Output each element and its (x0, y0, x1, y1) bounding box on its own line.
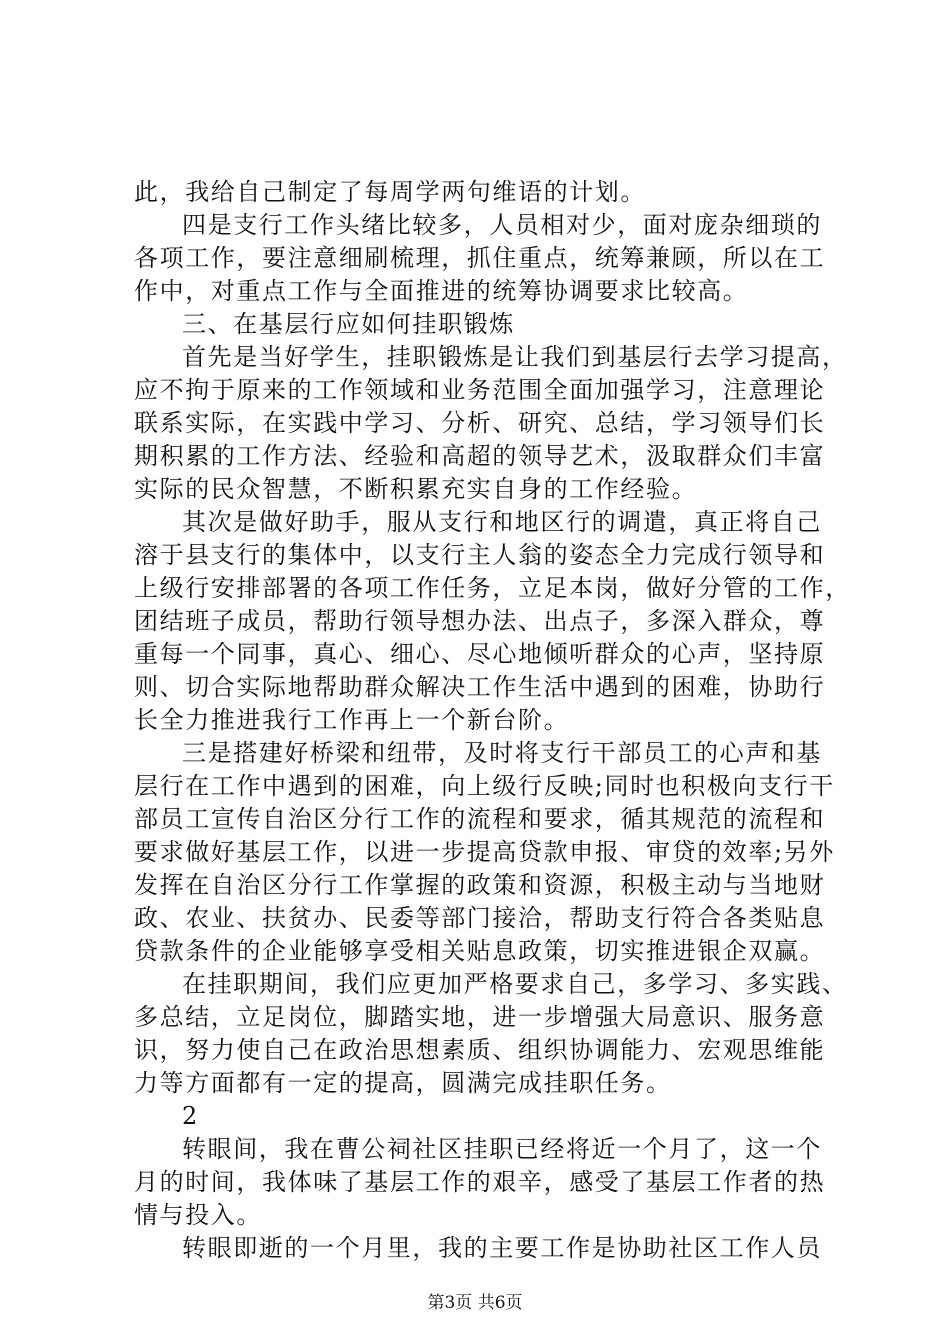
section-number: 2 (182, 1102, 199, 1130)
text-line: 三是搭建好桥梁和纽带，及时将支行干部员工的心声和基 (182, 739, 822, 767)
text-line: 情与投入。 (134, 1201, 262, 1229)
text-line: 期积累的工作方法、经验和高超的领导艺术，汲取群众们丰富 (134, 442, 826, 470)
text-line: 作中，对重点工作与全面推进的统筹协调要求比较高。 (134, 277, 749, 305)
text-line: 首先是当好学生，挂职锻炼是让我们到基层行去学习提高， (182, 343, 848, 371)
text-line: 力等方面都有一定的提高，圆满完成挂职任务。 (134, 1069, 672, 1097)
text-line: 实际的民众智慧，不断积累充实自身的工作经验。 (134, 475, 698, 503)
text-line: 溶于县支行的集体中，以支行主人翁的姿态全力完成行领导和 (134, 541, 826, 569)
text-line: 四是支行工作头绪比较多，人员相对少，面对庞杂细琐的 (182, 211, 822, 239)
text-line: 多总结，立足岗位，脚踏实地，进一步增强大局意识、服务意 (134, 1003, 826, 1031)
text-line: 其次是做好助手，服从支行和地区行的调遣，真正将自己 (182, 508, 822, 536)
text-line: 应不拘于原来的工作领域和业务范围全面加强学习，注意理论 (134, 376, 826, 404)
text-line: 层行在工作中遇到的困难，向上级行反映;同时也积极向支行干 (134, 772, 835, 800)
text-line: 贷款条件的企业能够享受相关贴息政策，切实推进银企双赢。 (134, 937, 826, 965)
text-line: 转眼即逝的一个月里，我的主要工作是协助社区工作人员 (182, 1234, 822, 1262)
text-line: 政、农业、扶贫办、民委等部门接洽，帮助支行符合各类贴息 (134, 904, 826, 932)
text-line: 团结班子成员，帮助行领导想办法、出点子，多深入群众，尊 (134, 607, 826, 635)
page-footer: 第3页 共6页 (427, 1293, 523, 1313)
text-line: 要求做好基层工作，以进一步提高贷款申报、审贷的效率;另外 (134, 838, 835, 866)
text-line: 在挂职期间，我们应更加严格要求自己，多学习、多实践、 (182, 970, 848, 998)
text-line: 长全力推进我行工作再上一个新台阶。 (134, 706, 570, 734)
text-line: 月的时间，我体味了基层工作的艰辛，感受了基层工作者的热 (134, 1168, 826, 1196)
text-line: 转眼间，我在曹公祠社区挂职已经将近一个月了，这一个 (182, 1135, 822, 1163)
text-line: 识，努力使自己在政治思想素质、组织协调能力、宏观思维能 (134, 1036, 826, 1064)
text-line: 各项工作，要注意细刷梳理，抓住重点，统筹兼顾，所以在工 (134, 244, 826, 272)
text-line: 重每一个同事，真心、细心、尽心地倾听群众的心声，坚持原 (134, 640, 826, 668)
text-line: 则、切合实际地帮助群众解决工作生活中遇到的困难，协助行 (134, 673, 826, 701)
text-line: 上级行安排部署的各项工作任务，立足本岗，做好分管的工作， (134, 574, 851, 602)
text-line: 部员工宣传自治区分行工作的流程和要求，循其规范的流程和 (134, 805, 826, 833)
text-line: 发挥在自治区分行工作掌握的政策和资源，积极主动与当地财 (134, 871, 826, 899)
text-line: 此，我给自己制定了每周学两句维语的计划。 (134, 178, 646, 206)
text-line: 联系实际，在实践中学习、分析、研究、总结，学习领导们长 (134, 409, 826, 437)
section-heading: 三、在基层行应如何挂职锻炼 (182, 310, 515, 338)
